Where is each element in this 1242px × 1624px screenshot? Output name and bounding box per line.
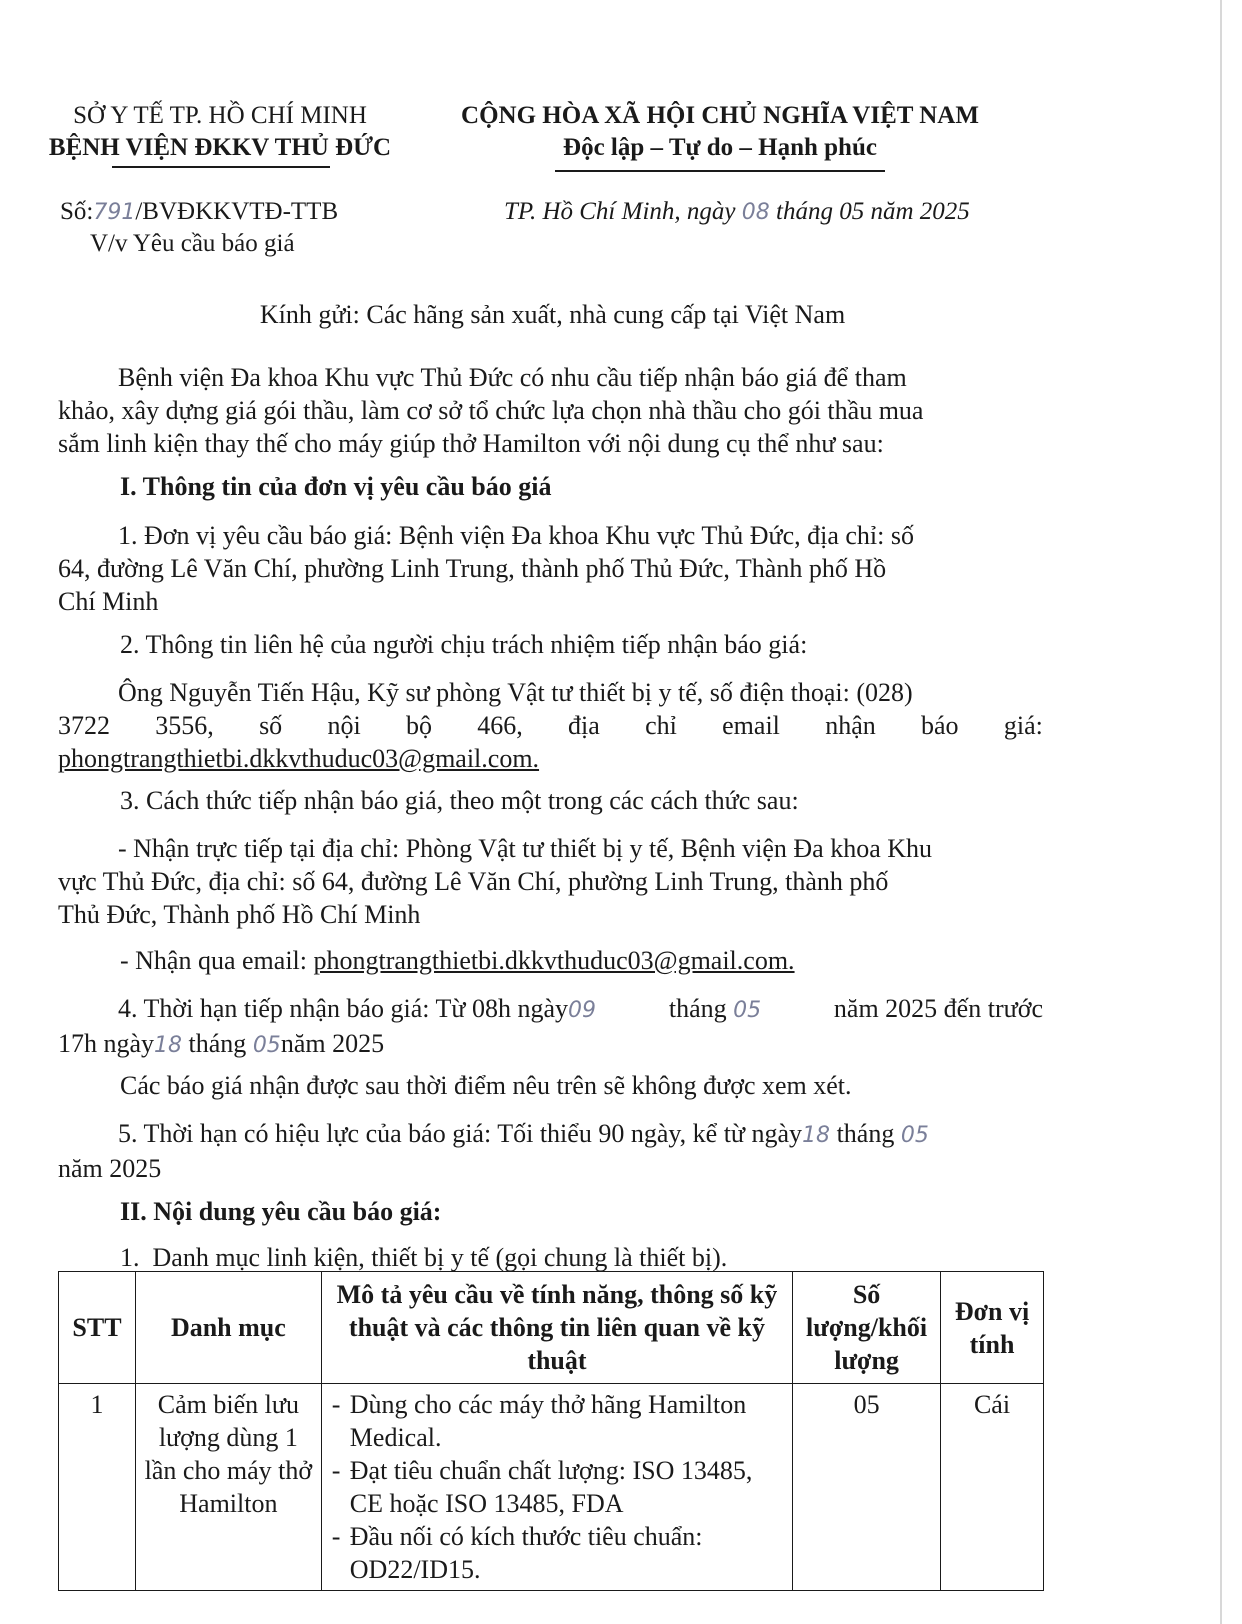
item-5-c: năm 2025 [58,1154,162,1183]
date-day-handwritten: 08 [741,200,770,225]
scan-edge [1220,0,1222,1624]
header-stt: STT [59,1272,136,1384]
section-1-item-3: 3. Cách thức tiếp nhận báo giá, theo một trong các cách thức sau: [120,786,799,815]
item-3-direct-line: Thủ Đức, Thành phố Hồ Chí Minh [58,900,421,929]
item-4-text [669,992,761,1027]
section-1-item-5 [58,1117,1043,1185]
item-3-email [120,946,795,976]
item-3-email-prefix: - Nhận qua email: [120,946,314,975]
item-4-line-1 [58,992,1043,1027]
item-4-month-1: 05 [733,998,762,1023]
item-4-c: năm 2025 đến trước [833,994,1043,1023]
intro-line: sắm linh kiện thay thế cho máy giúp thở Hamilton với nội dung cụ thể như sau: [58,429,884,458]
cell-unit: Cái [941,1384,1044,1591]
item-4-a: 4. Thời hạn tiếp nhận báo giá: Từ 08h ngày [118,994,569,1023]
header-unit: Đơn vị tính [941,1272,1044,1384]
doc-number-prefix: Số: [60,198,94,225]
item-4-b: tháng [668,994,727,1023]
nation-line-1: CỘNG HÒA XÃ HỘI CHỦ NGHĨA VIỆT NAM [461,102,979,129]
recipient: Kính gửi: Các hãng sản xuất, nhà cung cấp tại Việt Nam [259,300,846,329]
section-1-item-1 [58,519,1043,618]
cell-qty: 05 [793,1384,941,1591]
items-table [58,1271,1044,1591]
section-2-item-1: 1. Danh mục linh kiện, thiết bị y tế (gọi chung là thiết bị). [120,1243,728,1272]
intro-paragraph [58,361,1043,460]
contact-email-link[interactable]: phongtrangthietbi.dkkvthuduc03@gmail.com. [58,744,540,773]
contact-word: chỉ [645,711,677,740]
late-note: Các báo giá nhận được sau thời điểm nêu trên sẽ không được xem xét. [120,1071,852,1100]
contact-word: email [722,711,780,740]
intro-line: khảo, xây dựng giá gói thầu, làm cơ sở tổ chức lựa chọn nhà thầu cho gói thầu mua [58,396,924,425]
doc-number-handwritten: 791 [93,200,136,225]
item-4-text [118,992,596,1027]
contact-word: 466, [477,711,523,740]
table-row [59,1384,1044,1591]
intro-line: Bệnh viện Đa khoa Khu vực Thủ Đức có nhu cầu tiếp nhận báo giá để tham [118,363,907,392]
header-desc: Mô tả yêu cầu về tính năng, thông số kỹ thuật và các thông tin liên quan về kỹ thuật [321,1272,792,1384]
item-5-month: 05 [900,1123,929,1148]
header-name: Danh mục [135,1272,321,1384]
item-4-day-1: 09 [568,998,597,1023]
desc-item: - Dùng cho các máy thở hãng Hamilton Medical. [328,1388,786,1454]
contact-word: địa [568,711,600,740]
desc-item: - Đạt tiêu chuẩn chất lượng: ISO 13485, CE hoặc ISO 13485, FDA [328,1454,786,1520]
nation-line-2: Độc lập – Tự do – Hạnh phúc [563,134,877,161]
item-5-a: 5. Thời hạn có hiệu lực của báo giá: Tối thiểu 90 ngày, kể từ ngày [118,1119,803,1148]
item-4-d: 17h ngày [58,1029,155,1058]
item-4-month-2: 05 [252,1033,281,1058]
contact-word: 3722 [58,711,110,740]
cell-desc [321,1384,792,1591]
item-1-line: Chí Minh [58,587,159,616]
table-header-row [59,1272,1044,1384]
item-4-f: năm 2025 [280,1029,385,1058]
item-3-direct-line: - Nhận trực tiếp tại địa chỉ: Phòng Vật tư thiết bị y tế, Bệnh viện Đa khoa Khu [118,834,933,863]
contact-word: số [259,711,283,740]
section-1-title: I. Thông tin của đơn vị yêu cầu báo giá [120,472,552,501]
contact-word: báo [921,711,959,740]
doc-number-suffix: /BVĐKKVTĐ-TTB [135,198,339,225]
item-4-e: tháng [188,1029,247,1058]
section-1-item-4 [58,992,1043,1062]
item-3-direct-line: vực Thủ Đức, địa chỉ: số 64, đường Lê Văn Chí, phường Linh Trung, thành phố [58,867,889,896]
contact-word: 3556, [155,711,214,740]
item-5-b: tháng [836,1119,895,1148]
agency-line-2: BỆNH VIỆN ĐKKV THỦ ĐỨC [48,134,392,161]
date-suffix: tháng 05 năm 2025 [776,198,970,225]
contact-word: nội [327,711,361,740]
item-5-line-1 [58,1117,1043,1152]
header-qty: Số lượng/khối lượng [793,1272,941,1384]
doc-number [60,198,338,226]
contact-line-2 [58,709,1043,742]
cell-name: Cảm biến lưu lượng dùng 1 lần cho máy thở Hamilton [135,1384,321,1591]
contact-word: bộ [405,711,432,740]
item-1-line: 1. Đơn vị yêu cầu báo giá: Bệnh viện Đa khoa Khu vực Thủ Đức, địa chỉ: số [118,521,914,550]
nation-underline [555,170,885,172]
cell-stt: 1 [59,1384,136,1591]
agency-line-1: SỞ Y TẾ TP. HỒ CHÍ MINH [73,102,367,129]
item-4-line-2 [58,1027,1043,1062]
section-1-item-2: 2. Thông tin liên hệ của người chịu trách nhiệm tiếp nhận báo giá: [120,630,808,659]
doc-subject: V/v Yêu cầu báo giá [90,230,295,257]
contact-block [58,676,1043,775]
item-4-day-2: 18 [154,1033,183,1058]
section-2-title: II. Nội dung yêu cầu báo giá: [120,1197,442,1226]
contact-word: giá: [1003,711,1043,740]
item-5-day: 18 [802,1123,831,1148]
desc-item: - Đầu nối có kích thước tiêu chuẩn: OD22/ID15. [328,1520,786,1586]
item-3-direct [58,832,1043,931]
agency-underline [112,166,330,168]
doc-date [504,198,970,226]
item-3-email-link[interactable]: phongtrangthietbi.dkkvthuduc03@gmail.com. [313,946,795,975]
date-prefix: TP. Hồ Chí Minh, ngày [504,198,736,225]
contact-line-1: Ông Nguyễn Tiến Hậu, Kỹ sư phòng Vật tư thiết bị y tế, số điện thoại: (028) [118,678,913,707]
item-1-line: 64, đường Lê Văn Chí, phường Linh Trung, thành phố Thủ Đức, Thành phố Hồ [58,554,887,583]
desc-list [328,1388,786,1586]
contact-word: nhận [825,711,876,740]
